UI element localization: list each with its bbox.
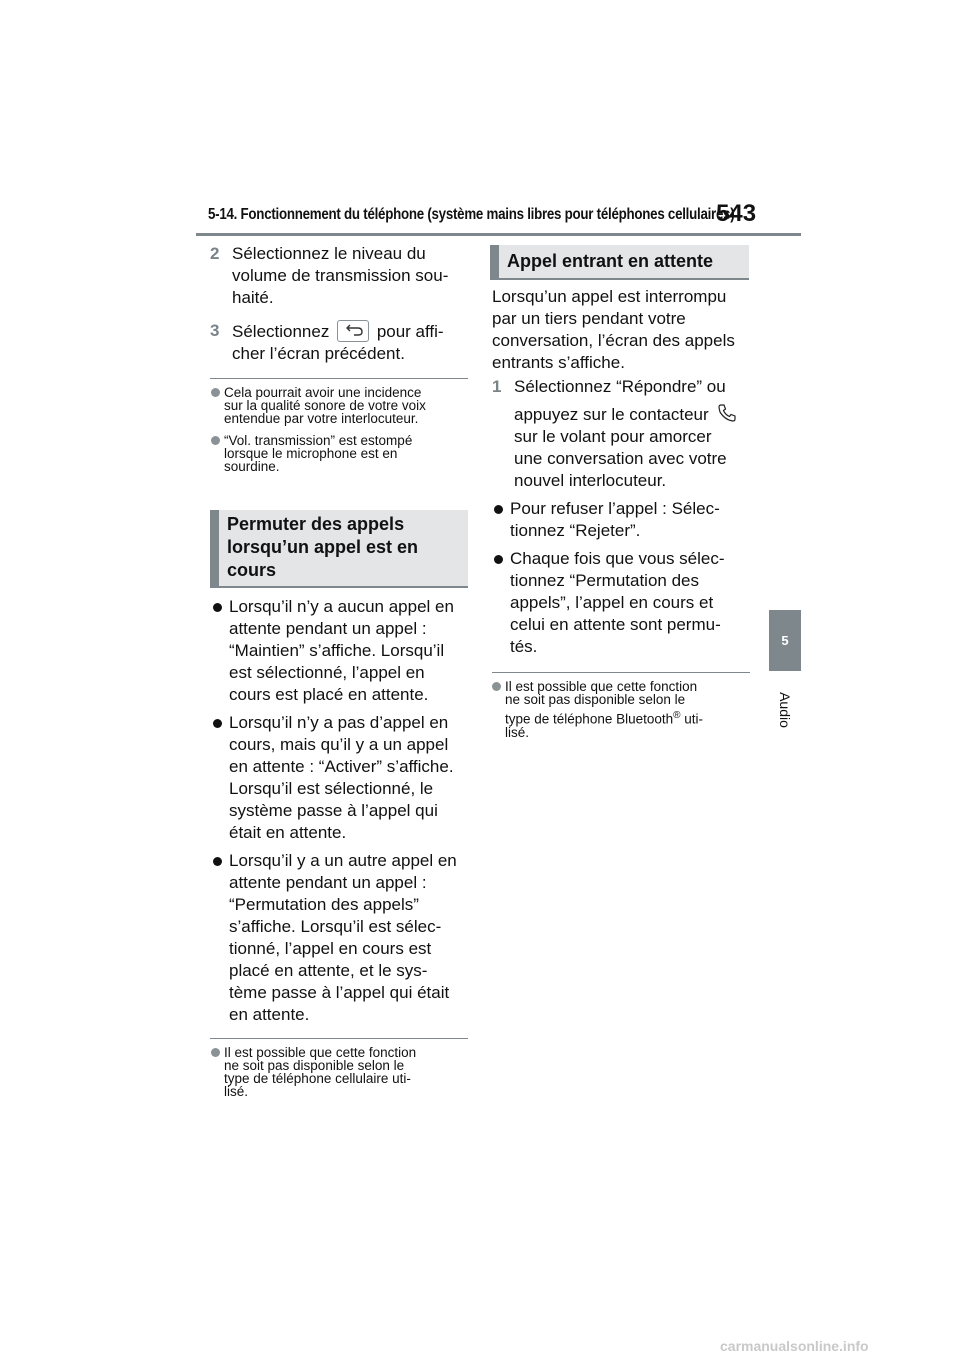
note-bullet-icon	[211, 388, 220, 397]
step-number: 3	[210, 321, 220, 340]
step-2	[210, 243, 470, 309]
phone-icon	[717, 403, 737, 423]
step-line: cher l’écran précédent.	[232, 344, 405, 363]
header-rule	[196, 233, 801, 236]
page-number: 543	[716, 200, 757, 227]
bullet-icon	[494, 505, 503, 514]
step-number: 2	[210, 244, 220, 263]
watermark: carmanualsonline.info	[720, 1338, 869, 1354]
bullet-item: Chaque fois que vous sélec- tionnez “Permutation des appels”, l’appel en cours et celui en attente sont permu- tés.	[492, 548, 752, 658]
note-item: Cela pourrait avoir une incidence sur la qualité sonore de votre voix entendue par votre interlocuteur.	[211, 386, 469, 425]
note-bullet-icon	[492, 682, 501, 691]
chapter-number: 5	[781, 633, 789, 648]
step-line: haité.	[232, 288, 274, 307]
bullet-item: Lorsqu’il y a un autre appel en attente pendant un appel : “Permutation des appels” s’affiche. Lorsqu’il est sélec- tionné, l’appel en cours est placé en attente, et le sys- tème passe à l’appel qui était en attente.	[211, 850, 471, 1026]
notes-block	[211, 1046, 469, 1098]
note-rule	[210, 1038, 468, 1039]
bullet-item: Lorsqu’il n’y a aucun appel en attente pendant un appel : “Maintien” s’affiche. Lorsqu’il est sélectionné, l’appel en cours est placé en attente.	[211, 596, 471, 706]
bullet-list	[211, 596, 471, 1026]
bullet-list	[492, 498, 752, 658]
step-line: volume de transmission sou-	[232, 266, 449, 285]
bullet-icon	[213, 603, 222, 612]
step-number: 1	[492, 377, 502, 396]
section-heading: Permuter des appels lorsqu’un appel est en cours	[210, 510, 468, 586]
bullet-icon	[494, 555, 503, 564]
bullet-item: Pour refuser l’appel : Sélec- tionnez “Rejeter”.	[492, 498, 752, 542]
notes-block	[492, 680, 750, 739]
bullet-item: Lorsqu’il n’y a pas d’appel en cours, mais qu’il y a un appel en attente : “Activer” s’affiche. Lorsqu’il est sélectionné, le système passe à l’appel qui était en attente.	[211, 712, 471, 844]
bullet-icon	[213, 719, 222, 728]
note-item: Il est possible que cette fonction ne soit pas disponible selon le type de téléphone cellulaire uti- lisé.	[211, 1046, 469, 1098]
back-arrow-icon	[337, 320, 369, 342]
running-header: 5-14. Fonctionnement du téléphone (système mains libres pour téléphones cellulaires)	[208, 206, 735, 223]
chapter-label: Audio	[777, 692, 793, 728]
note-rule	[492, 672, 750, 673]
note-rule	[210, 378, 468, 379]
step-text: pour affi-	[376, 322, 444, 341]
step-line: Sélectionnez le niveau du	[232, 244, 426, 263]
note-bullet-icon	[211, 436, 220, 445]
registered-mark: ®	[673, 710, 681, 721]
step-text: Sélectionnez	[232, 322, 330, 341]
bullet-icon	[213, 857, 222, 866]
step-3	[210, 320, 470, 365]
note-item: Il est possible que cette fonction ne soit pas disponible selon le type de téléphone Bluetooth® uti- lisé.	[492, 680, 750, 739]
note-item: “Vol. transmission” est estompé lorsque le microphone est en sourdine.	[211, 434, 469, 473]
notes-block	[211, 386, 469, 473]
chapter-tab[interactable]	[769, 610, 801, 671]
step-1: 1 Sélectionnez “Répondre” ou appuyez sur le contacteur sur le volant pour amorcer une conversation avec votre nouvel interlocuteur.	[492, 376, 752, 492]
section-heading: Appel entrant en attente	[490, 245, 749, 278]
intro-paragraph: Lorsqu’un appel est interrompu par un tiers pendant votre conversation, l’écran des appels entrants s’affiche.	[492, 287, 735, 372]
note-bullet-icon	[211, 1048, 220, 1057]
